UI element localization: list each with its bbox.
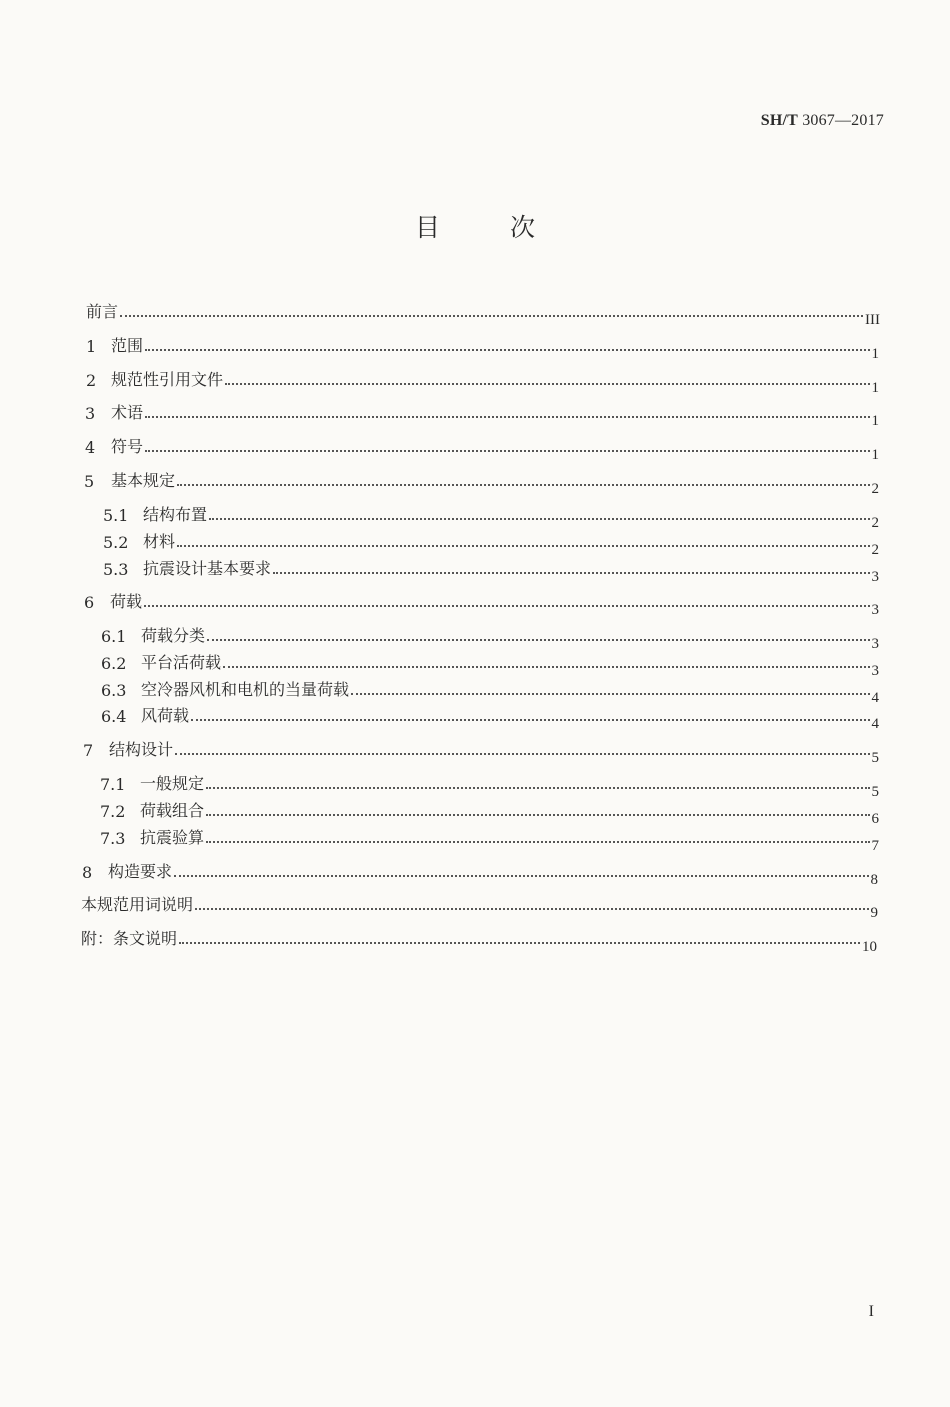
toc-number: 1	[86, 337, 97, 356]
toc-entry-6[interactable]	[84, 590, 879, 618]
toc-page: 1	[871, 447, 879, 463]
toc-number: 6	[84, 593, 95, 612]
toc-entry-2[interactable]	[86, 368, 879, 396]
toc-leader	[209, 518, 869, 520]
toc-label: 术语	[111, 403, 144, 422]
toc-number: 5.2	[103, 533, 129, 552]
toc-entry-6-3[interactable]	[101, 678, 879, 706]
toc-page: 4	[871, 716, 879, 732]
toc-entry-6-1[interactable]	[101, 624, 879, 652]
toc-number: 7	[83, 741, 94, 760]
toc-entry-terminology[interactable]	[81, 893, 878, 921]
toc-label: 范围	[111, 336, 144, 355]
toc-page: III	[865, 312, 880, 328]
toc-entry-7-1[interactable]	[100, 772, 879, 800]
toc-number: 3	[85, 404, 96, 423]
toc-page: 3	[871, 636, 879, 652]
toc-leader	[191, 719, 869, 721]
toc-page: 4	[871, 690, 879, 706]
toc-page: 3	[871, 602, 879, 618]
toc-label: 附：条文说明	[81, 929, 178, 948]
toc-label: 基本规定	[111, 471, 176, 490]
toc-entry-5-3[interactable]	[103, 557, 879, 585]
toc-leader	[195, 908, 868, 910]
toc-page: 5	[871, 784, 879, 800]
toc-number: 6.1	[101, 627, 127, 646]
toc-label: 平台活荷载	[141, 653, 222, 672]
toc-entry-5-1[interactable]	[103, 503, 879, 531]
toc-leader	[273, 572, 869, 574]
toc-number: 6.3	[101, 681, 127, 700]
toc-number: 4	[85, 438, 96, 457]
toc-entry-5[interactable]	[84, 469, 879, 497]
toc-label: 空冷器风机和电机的当量荷载	[141, 680, 350, 699]
toc-leader	[225, 383, 869, 385]
toc-number: 7.1	[100, 775, 126, 794]
toc-entry-1[interactable]	[86, 334, 879, 362]
toc-number: 5.3	[103, 560, 129, 579]
toc-number: 7.2	[100, 802, 126, 821]
toc-number: 2	[86, 371, 97, 390]
toc-label: 一般规定	[140, 774, 205, 793]
toc-leader	[145, 349, 869, 351]
toc-label: 抗震设计基本要求	[143, 559, 272, 578]
toc-entry-appendix[interactable]	[81, 927, 877, 955]
toc-entry-7-2[interactable]	[100, 799, 879, 827]
toc-label: 结构布置	[143, 505, 208, 524]
toc-page: 3	[871, 569, 879, 585]
toc-number: 5.1	[103, 506, 129, 525]
toc-number: 7.3	[100, 829, 126, 848]
toc-label: 本规范用词说明	[81, 895, 194, 914]
toc-label: 规范性引用文件	[111, 370, 224, 389]
toc-leader	[177, 484, 869, 486]
toc-label: 前言	[86, 302, 119, 321]
toc-entry-4[interactable]	[85, 435, 879, 463]
toc-page: 3	[871, 663, 879, 679]
toc-page: 2	[871, 481, 879, 497]
toc-number: 5	[84, 472, 95, 491]
toc-page: 5	[871, 750, 879, 766]
toc-leader	[120, 315, 863, 317]
toc-leader	[351, 693, 869, 695]
toc-leader	[174, 875, 868, 877]
page-title: 目次	[414, 213, 605, 242]
toc-page: 2	[871, 542, 879, 558]
toc-leader	[207, 639, 869, 641]
toc-leader	[145, 450, 869, 452]
toc-label: 符号	[111, 437, 144, 456]
toc-leader	[206, 841, 869, 843]
toc-entry-7[interactable]	[83, 738, 879, 766]
toc-number: 8	[82, 863, 93, 882]
toc-label: 构造要求	[108, 862, 173, 881]
toc-leader	[206, 787, 869, 789]
toc-label: 材料	[143, 532, 176, 551]
toc-label: 荷载	[110, 592, 143, 611]
toc-number: 6.2	[101, 654, 127, 673]
toc-leader	[206, 814, 869, 816]
toc-entry-5-2[interactable]	[103, 530, 879, 558]
toc-page: 7	[871, 838, 879, 854]
toc-page: 6	[871, 811, 879, 827]
toc-leader	[175, 753, 869, 755]
toc-leader	[179, 942, 860, 944]
toc-label: 风荷载	[141, 706, 190, 725]
page-number: I	[868, 1303, 874, 1320]
toc-page: 1	[871, 413, 879, 429]
toc-entry-6-4[interactable]	[101, 704, 879, 732]
toc-label: 结构设计	[109, 740, 174, 759]
toc-entry-7-3[interactable]	[100, 826, 879, 854]
toc-entry-6-2[interactable]	[101, 651, 879, 679]
toc-page: 9	[870, 905, 878, 921]
toc-number: 6.4	[101, 707, 127, 726]
toc-entry-3[interactable]	[85, 401, 879, 429]
toc-label: 荷载组合	[140, 801, 205, 820]
toc-page: 1	[871, 346, 879, 362]
toc-entry-preface[interactable]	[86, 300, 880, 328]
toc-page: 2	[871, 515, 879, 531]
toc-label: 抗震验算	[140, 828, 205, 847]
toc-label: 荷载分类	[141, 626, 206, 645]
toc-page: 8	[870, 872, 878, 888]
toc-entry-8[interactable]	[82, 860, 878, 888]
toc-leader	[177, 545, 869, 547]
toc-leader	[144, 605, 869, 607]
standard-prefix: SH/T	[760, 112, 798, 129]
standard-number: 3067—2017	[802, 112, 884, 129]
toc-leader	[223, 666, 869, 668]
toc-leader	[145, 416, 869, 418]
toc-page: 10	[862, 939, 877, 955]
standard-code	[761, 112, 884, 130]
toc-page: 1	[871, 380, 879, 396]
